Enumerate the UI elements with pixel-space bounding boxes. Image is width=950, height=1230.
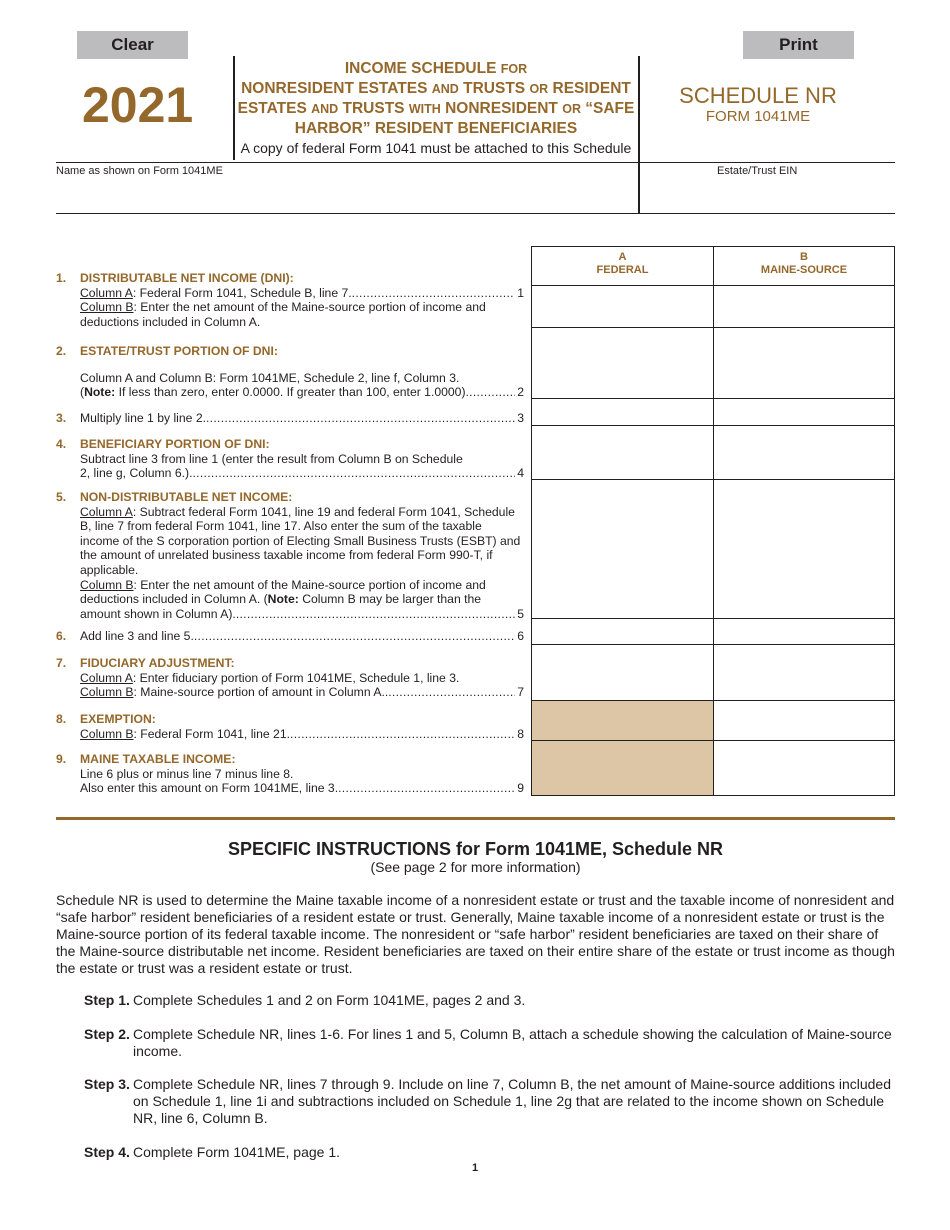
form-title-line-3 [236,99,636,119]
form-title-segment: OR [529,82,549,96]
header-divider-left [233,56,235,160]
line-9-text: Line 6 plus or minus line 7 minus line 8. [80,766,294,781]
line-2-heading: ESTATE/TRUST PORTION OF DNI: [80,344,278,358]
line-5-column-a-input[interactable] [531,480,714,619]
copy-note: A copy of federal Form 1041 must be attached to this Schedule [240,140,632,156]
line-2-column-b-input[interactable] [714,328,895,399]
line-9 [56,752,524,798]
column-a-name: FEDERAL [596,264,649,276]
line-8-number: 8. [56,712,67,726]
line-2-ref: 2 [517,385,524,400]
line-7-col-b-text: : Maine-source portion of amount in Column A.. [133,685,389,700]
ein-field[interactable] [642,178,894,212]
line-2 [56,344,524,400]
line-4-column-b-input[interactable] [714,426,895,480]
line-9-number: 9. [56,752,67,766]
line-7-column-a-input[interactable] [531,645,714,701]
line-4-text-2: 2, line g, Column 6.). [80,466,193,481]
form-title-segment: RESIDENT [548,80,631,97]
form-title-segment: INCOME SCHEDULE [344,60,501,77]
column-a-header [531,246,714,286]
form-title-segment: NONRESIDENT [440,100,563,117]
tax-year: 2021 [82,77,194,133]
line-8-ref: 8 [517,726,524,741]
column-b-letter: B [800,251,808,263]
step-4-text: Complete Form 1041ME, page 1. [133,1144,340,1160]
schedule-title: SCHEDULE NR [679,83,837,108]
line-3-column-a-input[interactable] [531,399,714,426]
line-6-ref: 6 [517,629,524,643]
line-7-heading: FIDUCIARY ADJUSTMENT: [80,656,235,670]
line-1-ref: 1 [517,285,524,300]
line-2-note: If less than zero, enter 0.0000. If greater than 100, enter 1.0000) [115,385,466,400]
form-title-segment: AND [431,82,459,96]
step-4-label: Step 4. [84,1144,130,1160]
form-title-segment: TRUSTS [338,100,409,117]
line-3-column-b-input[interactable] [714,399,895,426]
step-2-label: Step 2. [84,1026,130,1042]
name-field[interactable] [56,178,636,212]
line-1-col-b-label: Column B [80,300,134,315]
line-6-number: 6. [56,629,67,643]
line-9-text-2: Also enter this amount on Form 1041ME, line 3. [80,781,339,796]
line-8-col-b-text: : Federal Form 1041, line 21. [133,726,291,741]
line-7-number: 7. [56,656,67,670]
line-5-ref: 5 [517,606,524,621]
step-3-text: Complete Schedule NR, lines 7 through 9. Include on line 7, Column B, the net amount of Maine-source additions included on Schedule 1, line 1i and subtractions included on Schedule 1, line 2g that are related to the income shown on Schedule NR, line 6, Column B. [133,1076,892,1126]
line-5-col-b-label: Column B [80,577,134,592]
line-3-number: 3. [56,411,67,425]
section-divider [56,817,895,820]
form-title-line-1 [236,59,636,79]
line-5-number: 5. [56,490,67,504]
form-title-segment: AND [311,102,339,116]
line-4-text: Subtract line 3 from line 1 (enter the result from Column B on Schedule [80,451,463,466]
line-1-heading: DISTRIBUTABLE NET INCOME (DNI): [80,271,294,285]
line-7-col-b-label: Column B [80,685,134,700]
form-title-line-4 [236,119,636,138]
line-7-col-a-label: Column A [80,670,133,685]
line-2-note-bold: Note: [84,385,116,400]
line-5-column-b-input[interactable] [714,480,895,619]
line-1-column-a-input[interactable] [531,286,714,328]
form-title-segment: FOR [500,62,528,76]
line-6 [56,629,524,645]
line-2-column-a-input[interactable] [531,328,714,399]
form-title-segment: NONRESIDENT ESTATES [241,80,432,97]
name-row-top-rule [56,162,895,163]
form-title [236,59,636,138]
line-1-number: 1. [56,271,67,285]
page-number: 1 [471,1162,479,1174]
line-8-column-b-input[interactable] [714,701,895,741]
form-title-line-2 [236,79,636,99]
step-3-label: Step 3. [84,1076,130,1092]
line-8 [56,712,524,744]
column-b-name: MAINE-SOURCE [760,264,848,276]
step-1-text: Complete Schedules 1 and 2 on Form 1041ME, pages 2 and 3. [133,992,526,1008]
form-name: FORM 1041ME [705,108,811,125]
line-8-col-b-label: Column B [80,726,134,741]
line-5-note-bold: Note: [267,592,299,607]
line-1-col-a-text: : Federal Form 1041, Schedule B, line 7. [132,285,352,300]
line-1-col-a-label: Column A [80,285,133,300]
line-4-ref: 4 [517,466,524,481]
line-6-column-b-input[interactable] [714,619,895,645]
name-row-bottom-rule [56,213,895,214]
step-2-text: Complete Schedule NR, lines 1-6. For lines 1 and 5, Column B, attach a schedule showing the calculation of Maine-source income. [133,1026,892,1059]
line-9-heading: MAINE TAXABLE INCOME: [80,752,236,766]
line-4 [56,437,524,483]
line-7 [56,656,524,702]
line-6-text: Add line 3 and line 5. [80,629,194,643]
line-8-column-a-shaded [531,701,714,741]
line-5-heading: NON-DISTRIBUTABLE NET INCOME: [80,490,293,504]
line-2-text: Column A and Column B: Form 1041ME, Schedule 2, line f, Column 3. [80,370,460,385]
line-1 [56,271,524,331]
line-6-column-a-input[interactable] [531,619,714,645]
line-5-col-b-text: : Enter the net amount of the Maine-source portion of income and deductions included in Column A. ( [80,577,486,607]
line-8-heading: EXEMPTION: [80,712,156,726]
line-4-column-a-input[interactable] [531,426,714,480]
line-7-ref: 7 [517,685,524,700]
line-5-last: amount shown in Column A). [80,606,236,621]
form-title-segment: WITH [408,102,441,116]
column-a-letter: A [618,251,627,263]
line-9-column-a-shaded [531,741,714,796]
line-9-ref: 9 [517,781,524,796]
line-9-column-b-input[interactable] [714,741,895,796]
line-3-ref: 3 [517,411,524,425]
form-title-segment: “SAFE [580,100,635,117]
line-5-col-a-label: Column A [80,504,133,519]
line-5-note: Column B may be larger than the [298,592,482,607]
instructions-subtitle: (See page 2 for more information) [370,859,581,875]
line-1-column-b-input[interactable] [714,286,895,328]
ein-label: Estate/Trust EIN [717,165,798,177]
instructions-intro: Schedule NR is used to determine the Maine taxable income of a nonresident estate or trust and the taxable income of nonresident and “safe harbor” resident beneficiaries of a resident estate or trust. Generally, Maine taxable income of a nonresident estate or trust is the Maine-source portion of its federal taxable income. The nonresident or “safe harbor” resident beneficiaries are taxed on their share of the Maine-source distributable net income. Resident beneficiaries are taxed on their entire share of the estate or trust income as though the estate or trust was a resident estate or trust. [56,892,895,976]
print-button[interactable]: Print [743,31,854,59]
column-b-header [714,246,895,286]
header-divider-right [638,56,640,214]
line-2-number: 2. [56,344,67,358]
line-3 [56,411,524,427]
step-1-label: Step 1. [84,992,130,1008]
line-1-col-b-text: : Enter the net amount of the Maine-source portion of income and deductions included in Column A. [80,300,486,329]
line-7-col-a-text: : Enter fiduciary portion of Form 1041ME, Schedule 1, line 3. [132,670,460,685]
line-5 [56,490,524,621]
clear-button[interactable]: Clear [77,31,188,59]
line-2-note-open: ( [80,385,85,400]
line-3-text: Multiply line 1 by line 2. [80,411,206,425]
form-title-segment: HARBOR” RESIDENT BENEFICIARIES [294,120,578,137]
line-4-heading: BENEFICIARY PORTION OF DNI: [80,437,270,451]
name-label: Name as shown on Form 1041ME [56,165,223,177]
form-title-segment: OR [562,102,581,116]
instructions-title: SPECIFIC INSTRUCTIONS for Form 1041ME, Schedule NR [227,839,724,859]
line-7-column-b-input[interactable] [714,645,895,701]
form-title-segment: TRUSTS [458,80,530,97]
form-title-segment: ESTATES [237,100,312,117]
line-5-col-a-text: : Subtract federal Form 1041, line 19 and federal Form 1041, Schedule B, line 7 from federal Form 1041, line 17. Also enter the sum of the taxable income of the S corporation portion of Electing Small Business Trusts (ESBT) and the amount of unrelated business taxable income from federal Form 990-T, if applicable. [80,504,521,577]
line-4-number: 4. [56,437,67,451]
